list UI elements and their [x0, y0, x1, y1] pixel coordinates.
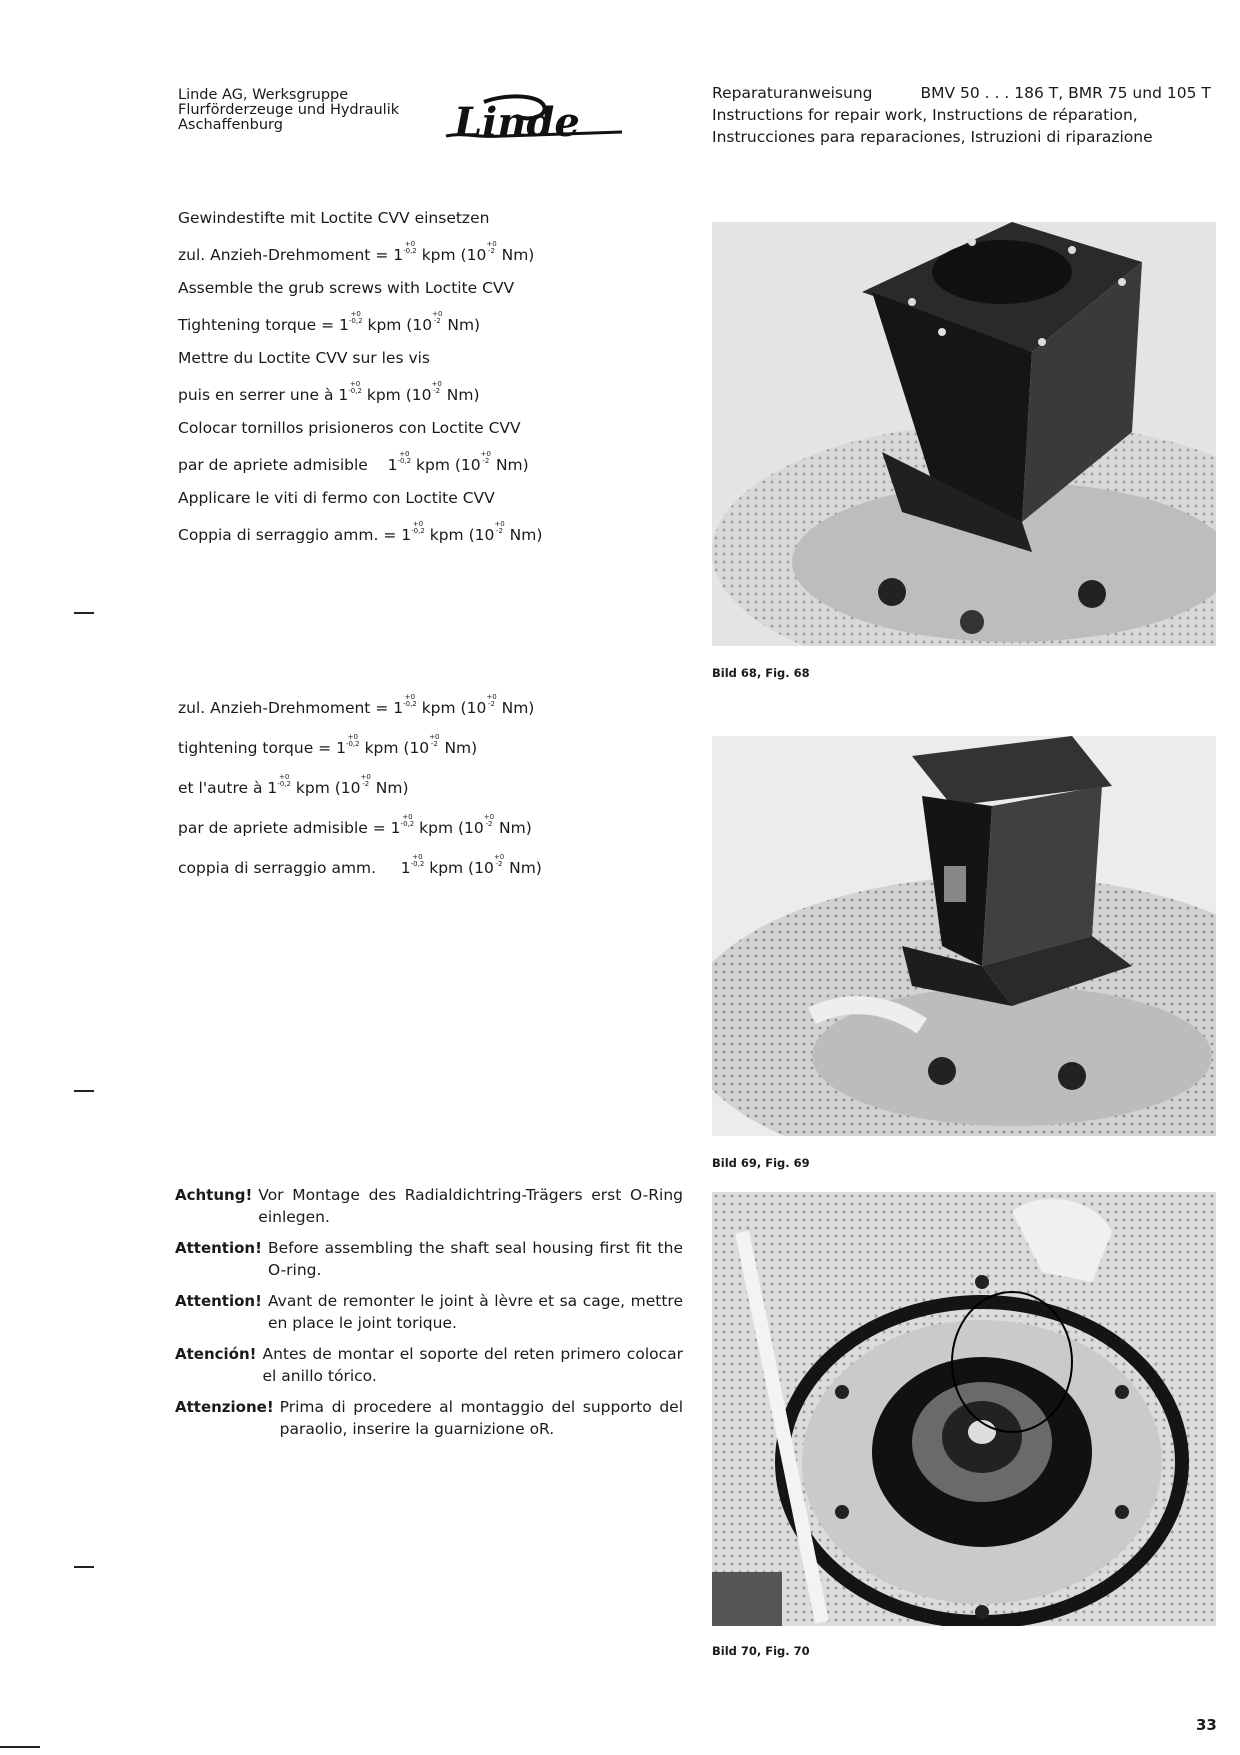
document-header [712, 82, 1211, 148]
margin-mark [74, 612, 94, 614]
torque-it: Coppia di serraggio amm. = 1 +0 -0,2 kpm (10 +0 -2 Nm) [178, 520, 543, 544]
margin-mark [74, 1090, 94, 1092]
warning-de [175, 1184, 683, 1228]
doc-title: Reparaturanweisung [712, 84, 873, 102]
instruction-en: Assemble the grub screws with Loctite CVV [178, 279, 515, 297]
warning-label: Attention! [175, 1239, 262, 1257]
warning-it [175, 1396, 683, 1440]
warning-label: Atención! [175, 1345, 257, 1363]
company-line-2: Flurförderzeuge und Hydraulik [178, 102, 400, 118]
instruction-de: Gewindestifte mit Loctite CVV einsetzen [178, 209, 490, 227]
company-line-3: Aschaffenburg [178, 117, 283, 133]
torque2-it: coppia di serraggio amm. 1 +0 -0,2 kpm (10 +0 -2 Nm) [178, 853, 542, 877]
warning-label: Attenzione! [175, 1398, 274, 1416]
torque2-en: tightening torque = 1 +0 -0,2 kpm (10 +0 -2 Nm) [178, 733, 478, 757]
margin-mark [74, 1566, 94, 1568]
warning-en [175, 1237, 683, 1281]
instruction-fr: Mettre du Loctite CVV sur les vis [178, 349, 430, 367]
figure-69-caption: Bild 69, Fig. 69 [712, 1156, 810, 1170]
figure-70-photo [712, 1192, 1216, 1626]
figure-68-photo [712, 222, 1216, 646]
warning-text: Vor Montage des Radialdichtring-Trägers erst O-Ring einlegen. [258, 1186, 683, 1226]
doc-subtitle-1: Instructions for repair work, Instructions de réparation, [712, 106, 1138, 124]
torque-en: Tightening torque = 1 +0 -0,2 kpm (10 +0 -2 Nm) [178, 310, 481, 334]
warning-text: Prima di procedere al montaggio del supporto del paraolio, inserire la guarnizione oR. [279, 1398, 683, 1438]
warning-es [175, 1343, 683, 1387]
torque2-de: zul. Anzieh-Drehmoment = 1 +0 -0,2 kpm (10 +0 -2 Nm) [178, 693, 535, 717]
torque-es: par de apriete admisible 1 +0 -0,2 kpm (10 +0 -2 Nm) [178, 450, 529, 474]
margin-mark [0, 1746, 40, 1748]
figure-70-caption: Bild 70, Fig. 70 [712, 1644, 810, 1658]
warning-text: Antes de montar el soporte del reten primero colocar el anillo tórico. [262, 1345, 683, 1385]
torque-values [178, 694, 542, 894]
warning-text: Before assembling the shaft seal housing first fit the O-ring. [267, 1239, 683, 1279]
doc-subtitle-2: Instrucciones para reparaciones, Istruzioni di riparazione [712, 128, 1153, 146]
torque-fr: puis en serrer une à 1 +0 -0,2 kpm (10 +0 -2 Nm) [178, 380, 480, 404]
company-address [178, 88, 399, 133]
company-line-1: Linde AG, Werksgruppe [178, 87, 349, 103]
warning-fr [175, 1290, 683, 1334]
linde-logo [444, 92, 624, 148]
torque-de: zul. Anzieh-Drehmoment = 1 +0 -0,2 kpm (10 +0 -2 Nm) [178, 240, 535, 264]
figure-69-photo [712, 736, 1216, 1136]
model-range: BMV 50 . . . 186 T, BMR 75 und 105 T [920, 84, 1211, 102]
o-ring-warnings [175, 1184, 683, 1449]
warning-text: Avant de remonter le joint à lèvre et sa cage, mettre en place le joint torique. [267, 1292, 683, 1332]
instruction-es: Colocar tornillos prisioneros con Loctite CVV [178, 419, 521, 437]
svg-text:Linde: Linde [454, 99, 580, 146]
torque2-fr: et l'autre à 1 +0 -0,2 kpm (10 +0 -2 Nm) [178, 773, 409, 797]
figure-68-caption: Bild 68, Fig. 68 [712, 666, 810, 680]
warning-label: Attention! [175, 1292, 262, 1310]
loctite-instructions [178, 206, 542, 556]
warning-label: Achtung! [175, 1186, 253, 1204]
torque2-es: par de apriete admisible = 1 +0 -0,2 kpm (10 +0 -2 Nm) [178, 813, 532, 837]
page-number: 33 [1196, 1716, 1217, 1734]
instruction-it: Applicare le viti di fermo con Loctite CVV [178, 489, 495, 507]
